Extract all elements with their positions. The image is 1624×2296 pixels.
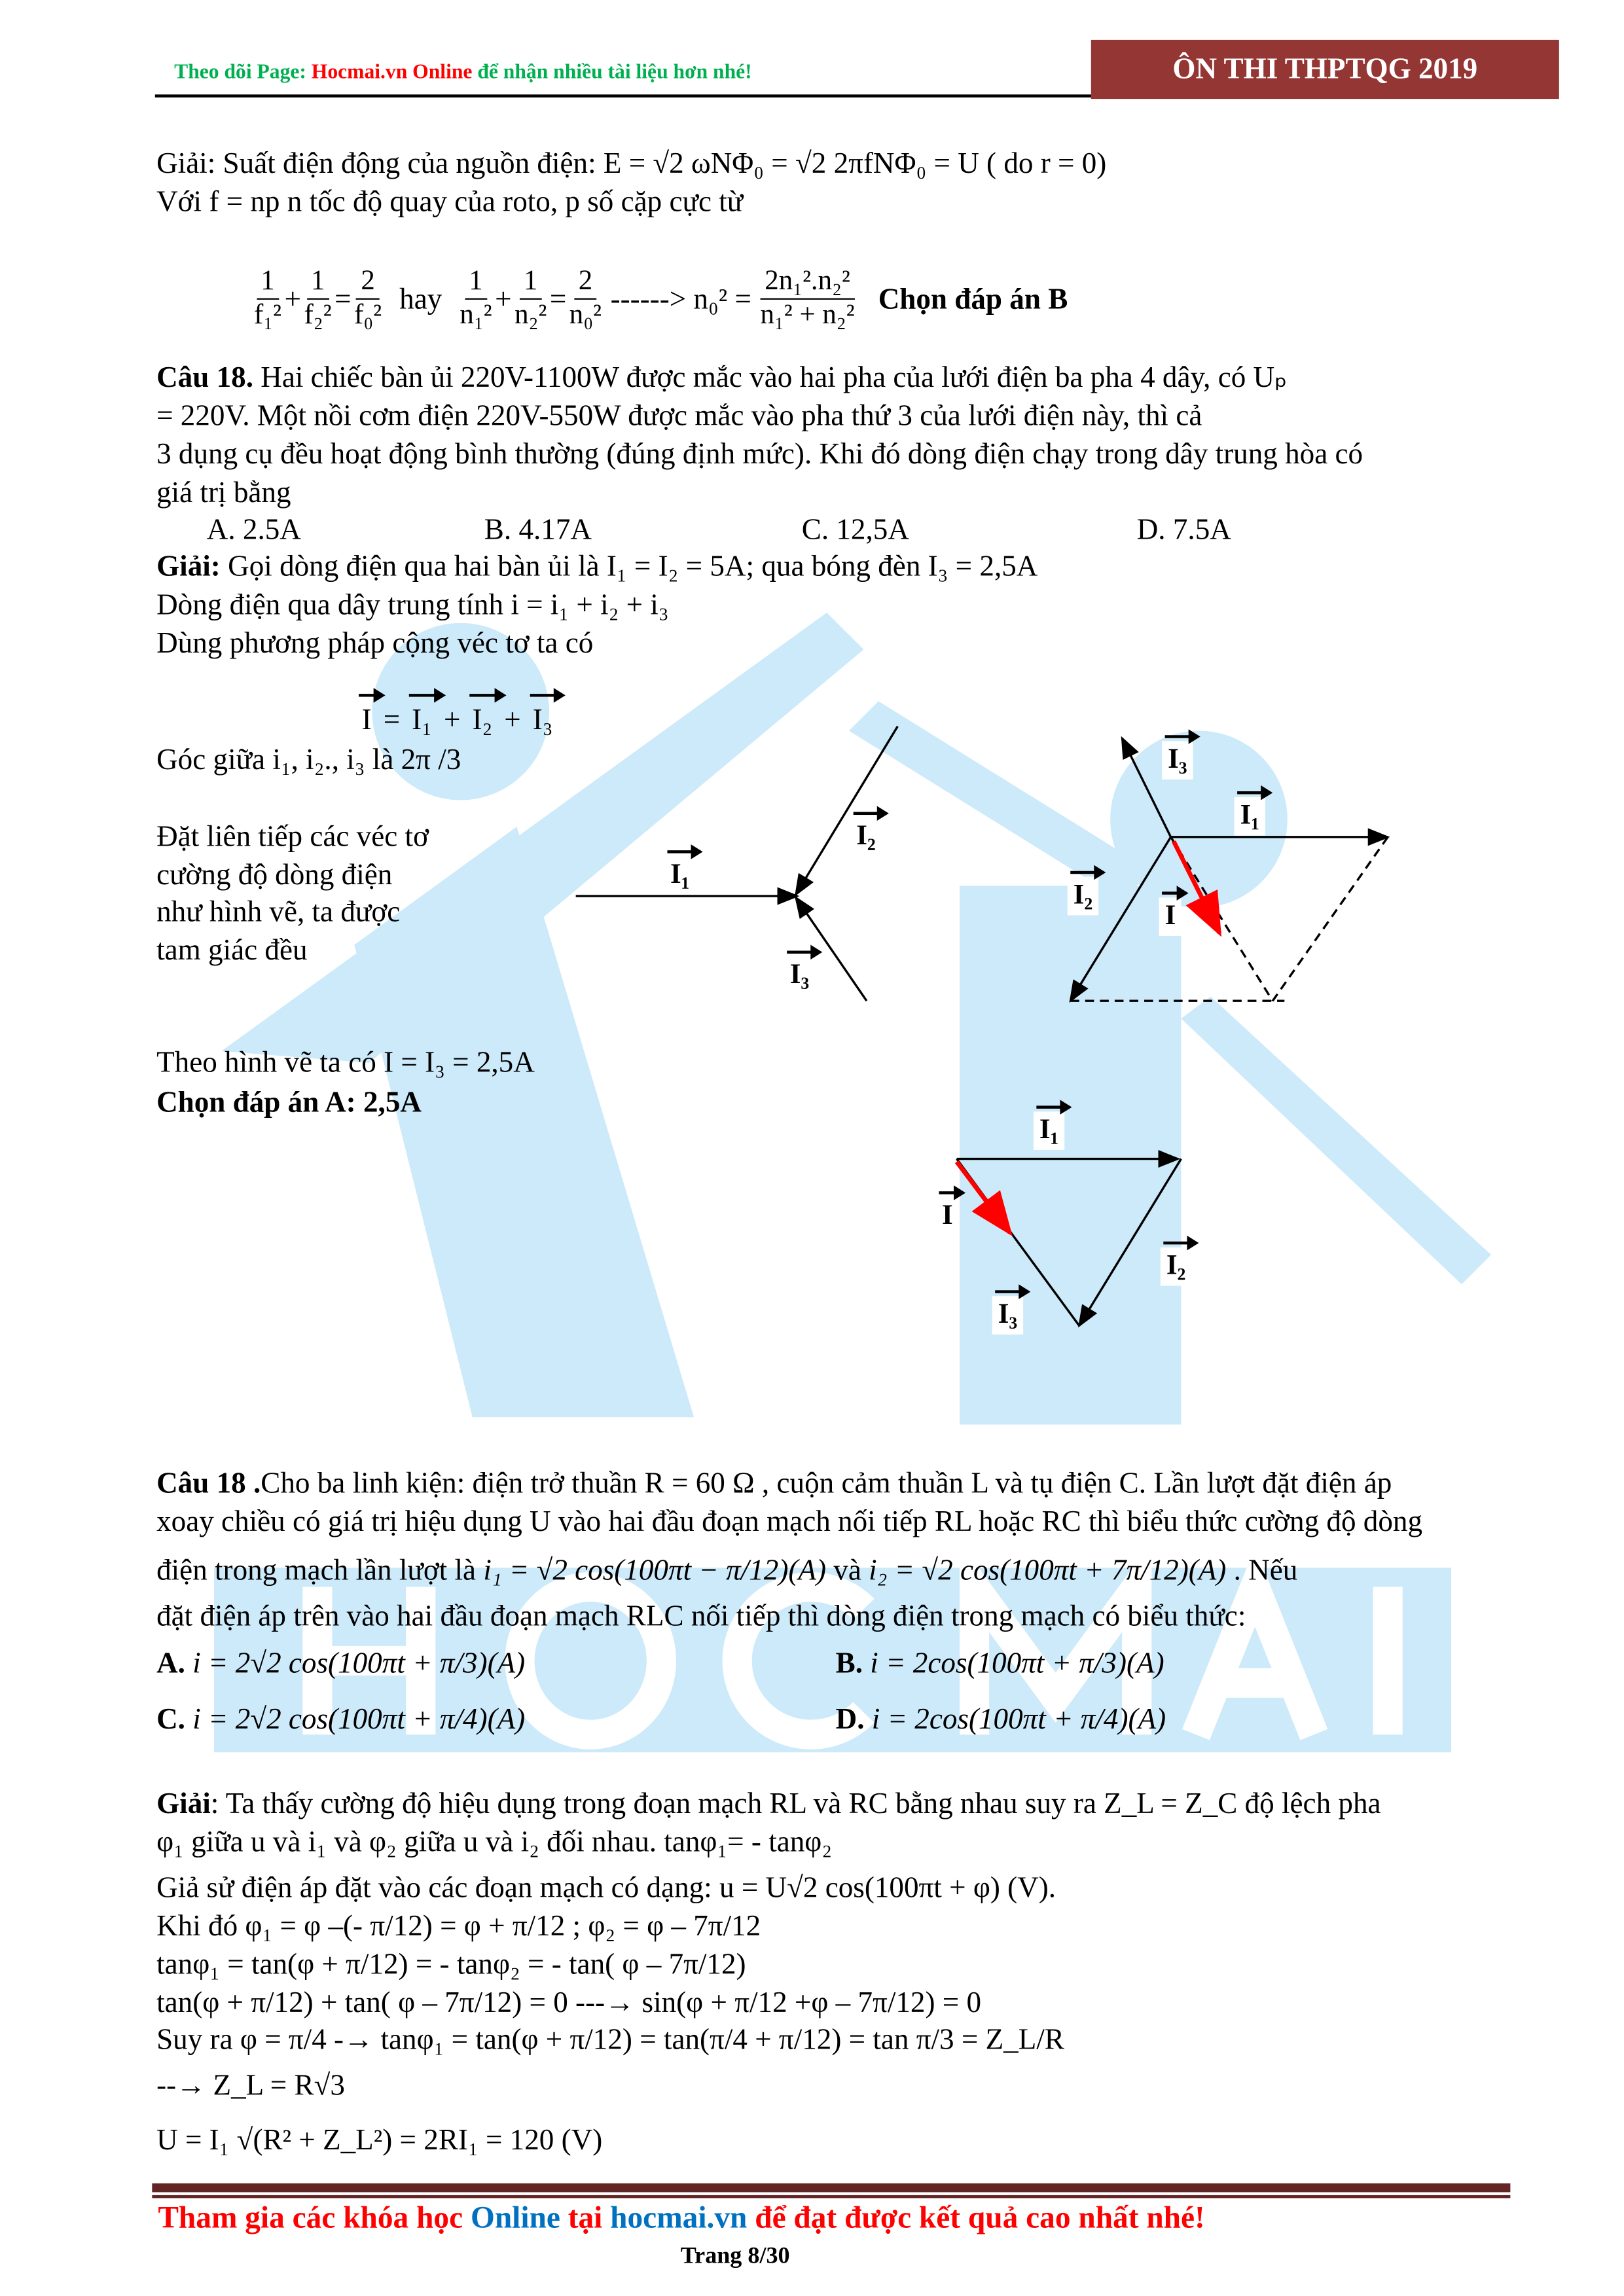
solution-line: tan(φ + π/12) + tan( φ – 7π/12) = 0 ---→ sin(φ + π/12 +φ – 7π/12) = 0 xyxy=(156,1986,982,2020)
solution-text: Gọi dòng điện qua hai bàn ủi là I₁ = I₂ = 5A; qua bóng đèn I₃ = 2,5A xyxy=(220,550,1038,583)
description-line: Đặt liên tiếp các véc tơ xyxy=(156,821,429,853)
footer-rule-thin xyxy=(152,2195,1510,2198)
question-text: và xyxy=(825,1554,869,1587)
frac-den: f₁² xyxy=(253,299,282,331)
option-a: A. 2.5A xyxy=(206,513,301,547)
follow-suffix: để nhận nhiều tài liệu hơn nhé! xyxy=(472,62,752,84)
question-text: = 220V. Một nồi cơm điện 220V-550W được mắc vào pha thứ 3 của lưới điện này, thì cả xyxy=(156,400,1202,433)
label-i: I xyxy=(1165,901,1176,933)
question-text: điện trong mạch lần lượt là xyxy=(156,1554,484,1587)
frac-den: f₂² xyxy=(304,299,332,331)
follow-prefix: Theo dõi Page: xyxy=(174,62,312,84)
footer-promo xyxy=(158,2200,1205,2236)
option-a-expr: i = 2√2 cos(100πt + π/3)(A) xyxy=(192,1647,526,1680)
solution-line: tanφ₁ = tan(φ + π/12) = - tanφ₂ = - tan( φ – 7π/12) xyxy=(156,1948,746,1981)
label-i3: I₃ xyxy=(998,1299,1018,1332)
label-i1: I₁ xyxy=(1240,800,1260,833)
frac-num: 2 xyxy=(357,266,380,300)
option-label: D. xyxy=(835,1703,865,1736)
footer-rule xyxy=(152,2183,1510,2193)
frac-den: n₁² xyxy=(460,299,492,331)
solution-line: Giả sử điện áp đặt vào các đoạn mạch có dạng: u = U√2 cos(100πt + φ) (V). xyxy=(156,1871,1056,1905)
question-text: giá trị bằng xyxy=(156,476,291,510)
question-title: Câu 18 . xyxy=(156,1467,261,1500)
hay-word: hay xyxy=(399,282,442,315)
plus-sign: + xyxy=(504,704,521,737)
solution-line: φ₁ giữa u và i₁ và φ₂ giữa u và i₂ đối nhau. tanφ₁= - tanφ₂ xyxy=(156,1826,833,1859)
label-i2: I₂ xyxy=(856,821,876,853)
frac-num: 2 xyxy=(574,266,597,300)
option-c: C. 12,5A xyxy=(801,513,909,547)
frac-den: n₁² + n₂² xyxy=(760,299,855,331)
question-text: Hai chiếc bàn ủi 220V-1100W được mắc vào hai pha của lưới điện ba pha 4 dây, có Uₚ xyxy=(253,361,1288,395)
promo-text: tại xyxy=(560,2199,611,2235)
vector-i3: I₃ xyxy=(533,703,553,738)
label-i2: I₂ xyxy=(1166,1250,1186,1283)
option-label: C. xyxy=(156,1703,185,1736)
current-i2-expr: i₂ = √2 cos(100πt + 7π/12)(A) xyxy=(869,1554,1227,1587)
question-text: Cho ba linh kiện: điện trở thuần R = 60 Ω , cuộn cảm thuần L và tụ điện C. Lần lượt đặt điện áp xyxy=(261,1467,1392,1500)
solution-line: U = I₁ √(R² + Z_L²) = 2RI₁ = 120 (V) xyxy=(156,2124,603,2157)
answer-text: Chọn đáp án A: 2,5A xyxy=(156,1086,422,1119)
hocmai-link[interactable]: hocmai.vn xyxy=(610,2199,748,2235)
option-b-expr: i = 2cos(100πt + π/3)(A) xyxy=(870,1647,1164,1680)
frac-den: f₀² xyxy=(354,299,382,331)
label-i: I xyxy=(942,1200,953,1233)
promo-online: Online xyxy=(470,2199,560,2235)
solution-line: Với f = np n tốc độ quay của roto, p số cặp cực từ xyxy=(156,186,744,219)
solution-line: : Ta thấy cường độ hiệu dụng trong đoạn mạch RL và RC bằng nhau suy ra Z_L = Z_C độ lệch pha xyxy=(210,1787,1381,1821)
label-i3: I₃ xyxy=(1168,744,1187,777)
current-i1-expr: i₁ = √2 cos(100πt − π/12)(A) xyxy=(483,1554,826,1587)
frac-num: 1 xyxy=(519,266,542,300)
frac-num: 2n₁².n₂² xyxy=(761,266,855,300)
question-text: đặt điện áp trên vào hai đầu đoạn mạch RLC nối tiếp thì dòng điện trong mạch có biểu thức: xyxy=(156,1600,1246,1633)
solution-line: --→ Z_L = R√3 xyxy=(156,2070,345,2102)
frac-num: 1 xyxy=(465,266,488,300)
question-text: 3 dụng cụ đều hoạt động bình thường (đúng định mức). Khi đó dòng điện chạy trong dây trung hòa có xyxy=(156,438,1363,471)
eq-sign: = xyxy=(383,704,401,737)
frac-den: n₂² xyxy=(514,299,547,331)
angle-text: Góc giữa i₁, i₂., i₃ là 2π /3 xyxy=(156,744,461,777)
option-label: B. xyxy=(835,1647,863,1680)
description-line: như hình vẽ, ta được xyxy=(156,896,401,929)
exam-badge: ÔN THI THPTQG 2019 xyxy=(1091,40,1559,99)
promo-text: để đạt được kết quả cao nhất nhé! xyxy=(747,2199,1205,2235)
frac-num: 1 xyxy=(257,266,280,300)
follow-brand-link[interactable]: Hocmai.vn Online xyxy=(311,62,473,84)
solution-line: Giải: Suất điện động của nguồn điện: E = √2 ωNΦ₀ = √2 2πfNΦ₀ = U ( do r = 0) xyxy=(156,147,1107,181)
label-i1: I₁ xyxy=(670,859,690,892)
arrow-text: ------> n₀² = xyxy=(610,282,751,315)
promo-text: Tham gia các khóa học xyxy=(158,2199,471,2235)
option-label: A. xyxy=(156,1647,185,1680)
answer-text: Chọn đáp án B xyxy=(878,282,1068,315)
label-i3: I₃ xyxy=(790,960,810,992)
option-d: D. 7.5A xyxy=(1136,513,1231,547)
question-title: Câu 18. xyxy=(156,361,253,395)
solution-label: Giải: xyxy=(156,550,221,583)
plus-sign: + xyxy=(443,704,461,737)
frac-num: 1 xyxy=(306,266,329,300)
conclusion-text: Theo hình vẽ ta có I = I₃ = 2,5A xyxy=(156,1047,535,1079)
option-d-expr: i = 2cos(100πt + π/4)(A) xyxy=(871,1703,1166,1736)
label-i2: I₂ xyxy=(1074,880,1093,912)
vector-i1: I₁ xyxy=(412,703,432,738)
solution-line: Suy ra φ = π/4 -→ tanφ₁ = tan(φ + π/12) = tan(π/4 + π/12) = tan π/3 = Z_L/R xyxy=(156,2024,1064,2056)
frequency-equation: $\frac{1}{\text{f₁²}}$ + $\frac{1}{\text{f₂²}}$ = $\frac{2}{\text{f₀²}}$ hay $\frac{1}{\text{n₁²}}$ + $\frac{1}{\text{n₂²}}$ = $\frac{2}{\text{n₀²}}$ ------> n₀² = $\frac{\text{2n₁².n₂²}}{\text{n₁² + n₂²}}$ Chọn đáp án B xyxy=(251,266,1068,332)
question-text: xoay chiều có giá trị hiệu dụng U vào hai đầu đoạn mạch nối tiếp RL hoặc RC thì biểu thức cường độ dòng xyxy=(156,1505,1423,1539)
solution-text: Dùng phương pháp cộng véc tơ ta có xyxy=(156,627,594,660)
vector-i2-line xyxy=(1070,837,1170,1001)
solution-text: Dòng điện qua dây trung tính i = i₁ + i₂ + i₃ xyxy=(156,588,669,622)
solution-line: Khi đó φ₁ = φ –(- π/12) = φ + π/12 ; φ₂ = φ – 7π/12 xyxy=(156,1910,761,1943)
description-line: tam giác đều xyxy=(156,934,308,967)
page-number: Trang 8/30 xyxy=(680,2244,790,2269)
vector-i: I xyxy=(362,703,372,738)
solution-label: Giải xyxy=(156,1787,211,1821)
vector-i2: I₂ xyxy=(472,703,492,738)
frac-den: n₀² xyxy=(569,299,602,331)
question-text: . Nếu xyxy=(1226,1554,1298,1587)
label-i1: I₁ xyxy=(1039,1115,1059,1147)
description-line: cường độ dòng điện xyxy=(156,859,393,892)
option-b: B. 4.17A xyxy=(484,513,592,547)
option-c-expr: i = 2√2 cos(100πt + π/4)(A) xyxy=(192,1703,526,1736)
